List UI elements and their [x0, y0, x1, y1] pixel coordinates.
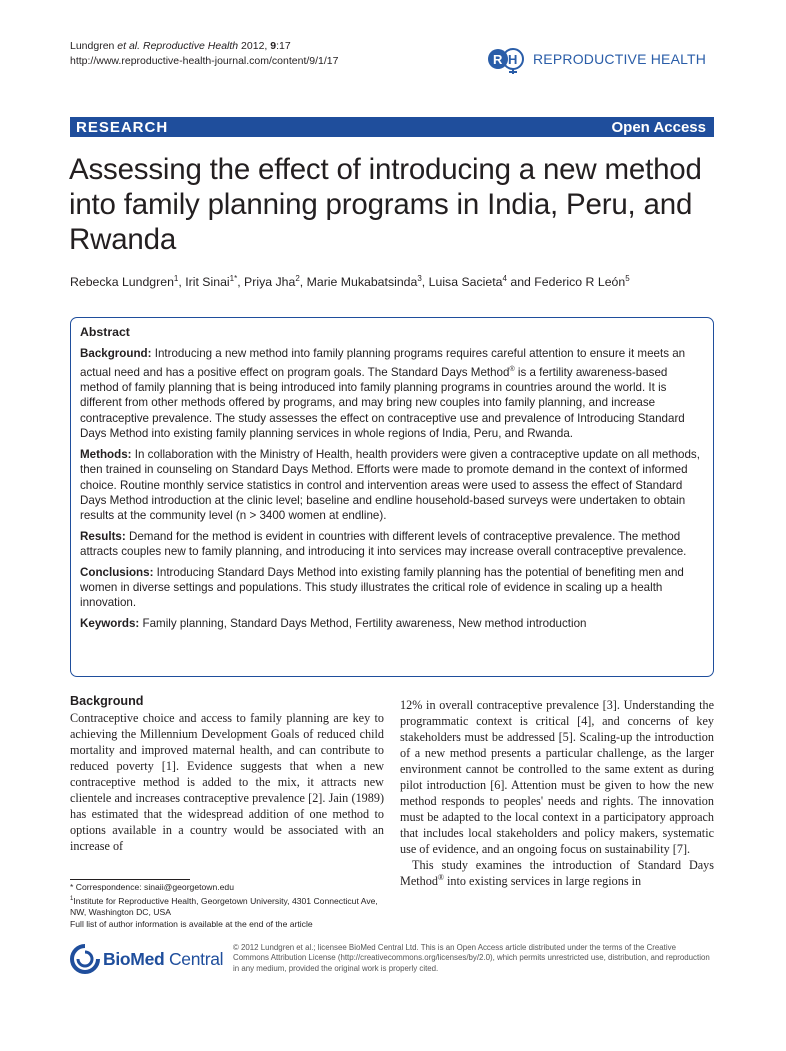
license-statement: © 2012 Lundgren et al.; licensee BioMed Central Ltd. This is an Open Access article distributed under the terms of the Creative Commons Attribution License (http://creativecommons.org/licenses/by/2.0), which permits unrestricted use, distribution, and reproduction in any medium, provided the original work is properly cited.	[233, 943, 710, 973]
affiliation-note	[70, 894, 390, 919]
biomed-central-icon	[70, 944, 100, 974]
author-separator: ,	[299, 275, 307, 290]
footnotes	[70, 882, 390, 930]
abstract-background	[80, 346, 704, 441]
section-heading-background: Background	[70, 694, 144, 708]
author-separator: ,	[178, 275, 186, 290]
article-type-banner	[70, 117, 714, 137]
abstract-keywords-text: Family planning, Standard Days Method, Fertility awareness, New method introduction	[139, 616, 587, 630]
abstract-keywords	[80, 616, 704, 631]
abstract-conclusions-text: Introducing Standard Days Method into existing family planning has the potential of benefiting men and women in diverse settings and populations. This study illustrates the critical role of evidence in scaling up a health innovation.	[80, 565, 684, 610]
citation-year: 2012,	[241, 40, 268, 52]
affiliation-text: Institute for Reproductive Health, Georgetown University, 4301 Connecticut Ave, NW, Washington DC, USA	[70, 895, 378, 918]
abstract-heading: Abstract	[80, 325, 130, 339]
author-list	[70, 271, 720, 290]
author-affiliation-sup: 2	[295, 274, 300, 283]
journal-name: REPRODUCTIVE HEALTH	[533, 51, 707, 67]
author-affiliation-sup: 1*	[229, 274, 238, 283]
author-separator: and	[506, 275, 535, 290]
author-name[interactable]: Marie Mukabatsinda	[306, 275, 418, 290]
abstract-methods	[80, 447, 704, 524]
journal-logo[interactable]	[487, 44, 706, 74]
author-name[interactable]: Irit Sinai	[185, 275, 230, 290]
publisher-name-rest: Central	[164, 948, 224, 969]
affiliation-sup: 1	[70, 895, 74, 902]
abstract-keywords-label: Keywords:	[80, 616, 140, 630]
body-column-right	[400, 697, 714, 889]
author-separator: ,	[237, 275, 245, 290]
author-info-note: Full list of author information is available at the end of the article	[70, 918, 313, 929]
biomed-central-logo[interactable]	[70, 944, 223, 974]
rh-logo-icon	[487, 44, 525, 74]
publisher-name-bold: BioMed	[103, 948, 165, 969]
registered-mark: ®	[437, 872, 444, 882]
abstract-results-label: Results:	[80, 529, 126, 543]
author-name[interactable]: Luisa Sacieta	[428, 275, 503, 290]
abstract-results	[80, 529, 704, 560]
body-paragraph: 12% in overall contraceptive prevalence [3]. Understanding the programmatic context is critical [4], and concerns of key stakeholders must be addressed [5]. Scaling-up the introduction of a new method presents a particular challenge, as the larger environment cannot be controlled to the same extent as during pilot introduction [6]. Attention must be given to how the new method responds to peoples' needs and rights. The innovation must be adapted to the local context in a participatory approach that includes local stakeholders and policy makers, systematic use of evidence, and an ongoing focus on sustainability [7].	[400, 698, 714, 856]
abstract-conclusions	[80, 565, 704, 611]
author-name[interactable]: Priya Jha	[244, 275, 296, 290]
open-access-label: Open Access	[611, 118, 706, 136]
rh-logo-letter-r: R	[493, 52, 503, 67]
body-paragraph-text: This study examines the introduction of Standard Days Method	[400, 858, 714, 888]
body-paragraph	[400, 857, 714, 889]
author-affiliation-sup: 4	[502, 274, 507, 283]
citation-authors: Lundgren	[70, 40, 115, 52]
author-name[interactable]: Federico R León	[534, 275, 626, 290]
rh-logo-letter-h: H	[508, 52, 518, 67]
citation-line	[70, 39, 338, 54]
citation-etal: et al.	[117, 40, 141, 52]
abstract-results-text: Demand for the method is evident in countries with different levels of contraceptive prevalence. The method attracts couples new to family planning, and introducing it into services may increase overall contraceptive prevalence.	[80, 529, 687, 559]
section-label: RESEARCH	[76, 118, 169, 136]
body-column-left	[70, 693, 384, 854]
citation-header	[70, 39, 338, 69]
publisher-name	[103, 949, 223, 970]
abstract-conclusions-label: Conclusions:	[80, 565, 154, 579]
abstract-background-text: Introducing a new method into family planning programs requires careful attention to ensure it meets an actual need and has a positive effect on program goals. The Standard Days Method	[80, 347, 686, 379]
author-affiliation-sup: 1	[173, 274, 179, 283]
author-name[interactable]: Rebecka Lundgren	[70, 275, 174, 290]
abstract-background-text-cont: is a fertility awareness-based method of family planning that is being introduced into family planning programs in countries around the world. It is different from other methods offered by programs, and may bring new couples into family planning, and increase contraceptive prevalence. The study assesses the effect on contraceptive use and prevalence of Introducing Standard Days Method into existing family planning services in whole regions of India, Peru, and Rwanda.	[80, 365, 685, 441]
author-separator: ,	[421, 275, 429, 290]
abstract-box	[70, 317, 714, 677]
registered-mark: ®	[509, 365, 515, 373]
abstract-background-label: Background:	[80, 347, 152, 361]
citation-volume: 9	[270, 40, 277, 52]
author-affiliation-sup: 3	[417, 274, 422, 283]
body-paragraph-text-cont: into existing services in large regions in	[444, 874, 642, 888]
footnote-divider	[70, 879, 190, 880]
article-title: Assessing the effect of introducing a new method into family planning programs in India, Peru, and Rwanda	[69, 153, 702, 256]
abstract-methods-label: Methods:	[80, 447, 132, 461]
correspondence-note[interactable]: * Correspondence: sinaii@georgetown.edu	[70, 882, 234, 892]
abstract-methods-text: In collaboration with the Ministry of Health, health providers were given a contraceptive update on all methods, then trained in counseling on Standard Days Method. Efforts were made to promote demand in the context of informed choice. Routine monthly service statistics in control and intervention areas were used to assess the effect of Standard Days Method introduction at the clinic level; baseline and endline household-based surveys were undertaken to obtain results at the community level (n > 3400 women at endline).	[80, 447, 700, 523]
author-affiliation-sup: 5	[625, 274, 630, 283]
body-paragraph: Contraceptive choice and access to family planning are key to achieving the Millennium Development Goals of reduced child mortality and improved maternal health, and can contribute to reduced poverty [1]. Evidence suggests that when a new contraceptive method is added to the mix, it attracts new clientele and increases contraceptive prevalence [2]. Jain (1989) has estimated that the widespread addition of one method to options available in a country would be associated with an increase of	[70, 711, 384, 853]
article-url[interactable]: http://www.reproductive-health-journal.com/content/9/1/17	[70, 55, 339, 67]
citation-pages: :17	[276, 40, 291, 52]
citation-journal: Reproductive Health	[142, 40, 239, 52]
